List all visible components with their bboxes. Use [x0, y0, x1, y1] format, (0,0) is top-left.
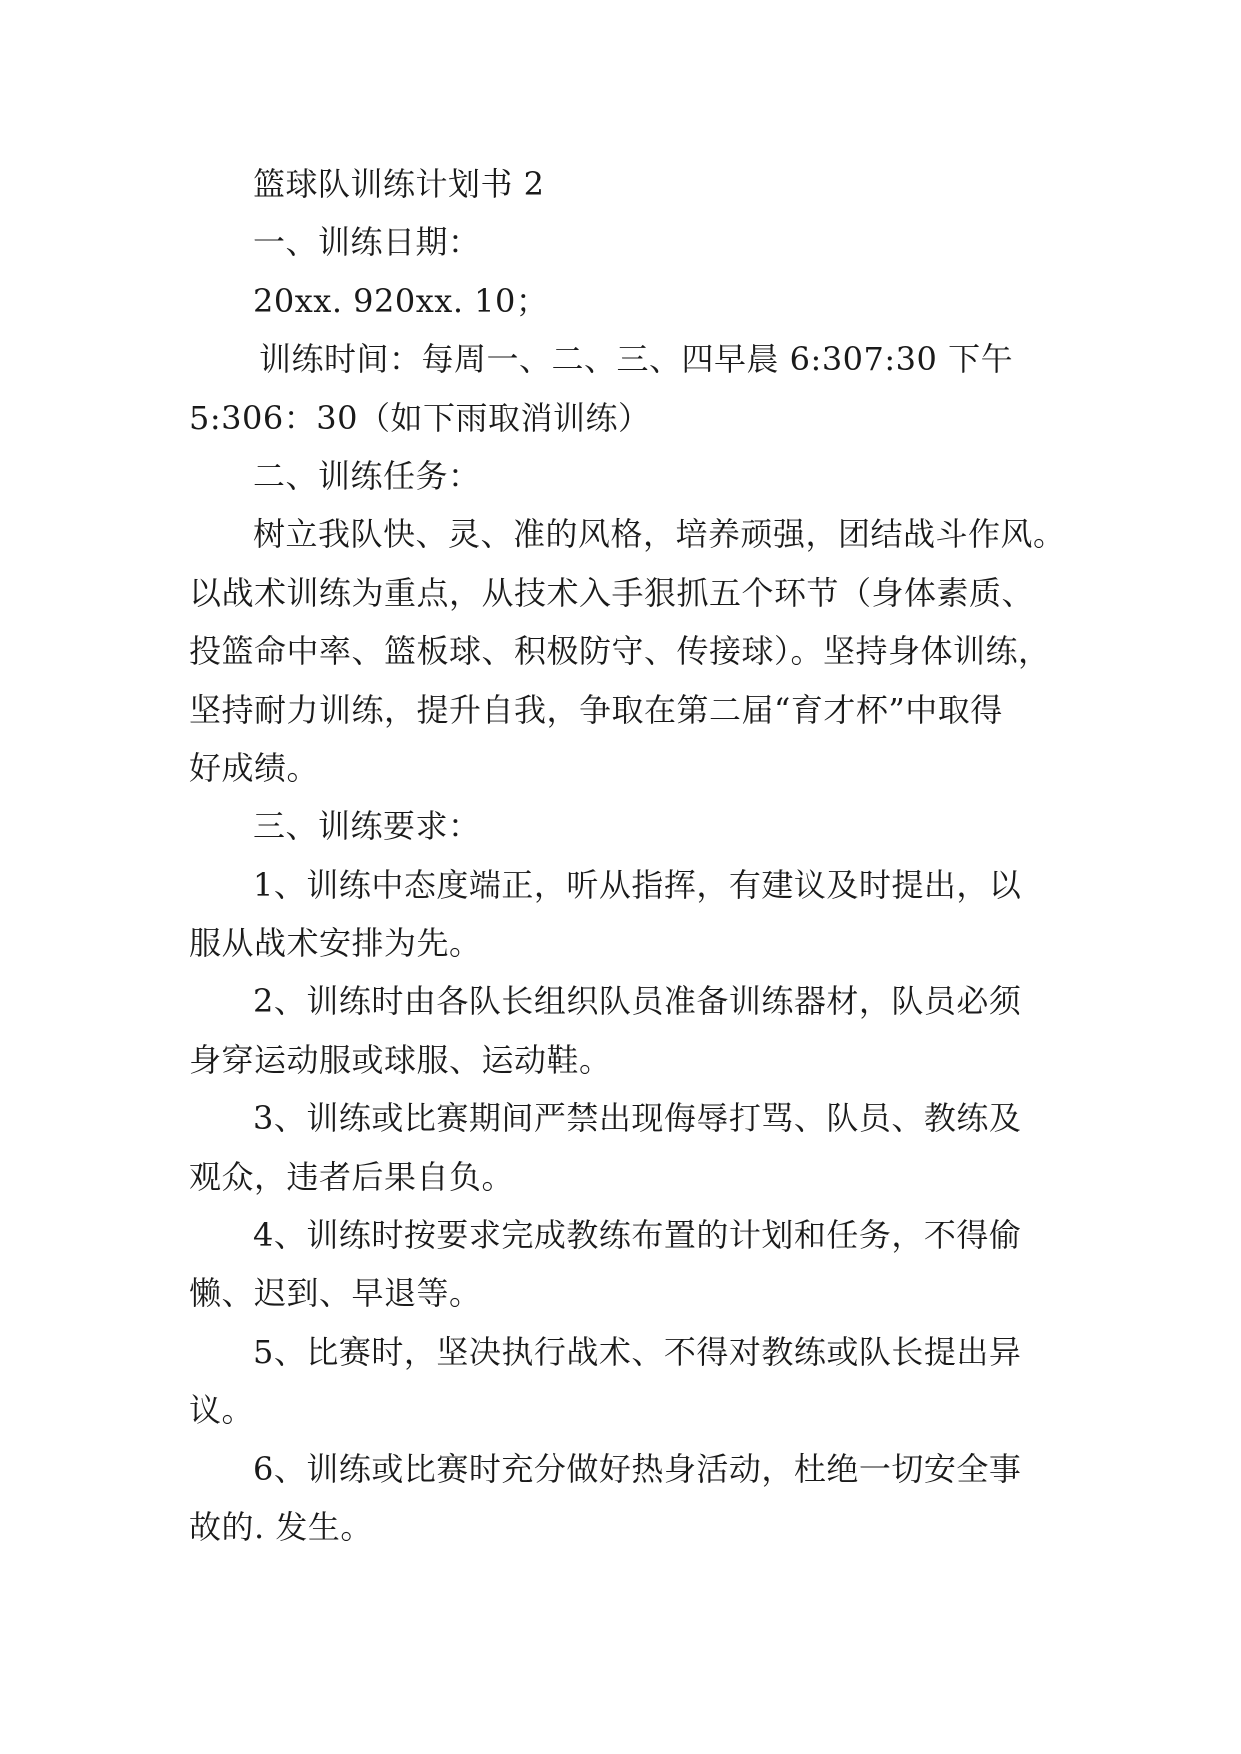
- section-heading-task: 二、训练任务：: [253, 456, 481, 495]
- list-item-line: 观众，违者后果自负。: [189, 1157, 515, 1196]
- list-item-line: 懒、迟到、早退等。: [189, 1274, 482, 1313]
- list-item-line: 故的. 发生。: [189, 1507, 373, 1546]
- list-item-line: 4、训练时按要求完成教练布置的计划和任务，不得偷: [253, 1216, 1022, 1255]
- paragraph-line: 树立我队快、灵、准的风格，培养顽强，团结战斗作风。: [253, 515, 1066, 554]
- paragraph-line: 训练时间：每周一、二、三、四早晨 6:307:30 下午: [259, 340, 1014, 379]
- list-item-line: 2、训练时由各队长组织队员准备训练器材，队员必须: [253, 982, 1022, 1021]
- list-item-line: 1、训练中态度端正，听从指挥，有建议及时提出，以: [253, 865, 1022, 904]
- section-heading-date: 一、训练日期：: [253, 223, 481, 262]
- list-item-line: 服从战术安排为先。: [189, 924, 482, 963]
- paragraph-line: 以战术训练为重点，从技术入手狠抓五个环节（身体素质、: [189, 573, 1035, 612]
- paragraph-line: 投篮命中率、篮板球、积极防守、传接球）。坚持身体训练，: [189, 632, 1051, 671]
- document-title: 篮球队训练计划书 2: [253, 165, 545, 203]
- list-item-line: 议。: [189, 1391, 255, 1430]
- paragraph-line: 5:306：30（如下雨取消训练）: [189, 398, 651, 437]
- list-item-line: 3、训练或比赛期间严禁出现侮辱打骂、队员、教练及: [253, 1099, 1022, 1138]
- list-item-line: 身穿运动服或球服、运动鞋。: [189, 1040, 612, 1079]
- paragraph-line: 好成绩。: [189, 748, 320, 787]
- paragraph-line: 20xx. 920xx. 10；: [253, 281, 549, 320]
- list-item-line: 5、比赛时，坚决执行战术、不得对教练或队长提出异: [253, 1332, 1022, 1371]
- document-body: [189, 155, 1066, 1556]
- paragraph-line: 坚持耐力训练，提升自我，争取在第二届“育才杯”中取得: [189, 690, 1003, 729]
- list-item-line: 6、训练或比赛时充分做好热身活动，杜绝一切安全事: [253, 1449, 1022, 1488]
- section-heading-requirements: 三、训练要求：: [253, 807, 481, 846]
